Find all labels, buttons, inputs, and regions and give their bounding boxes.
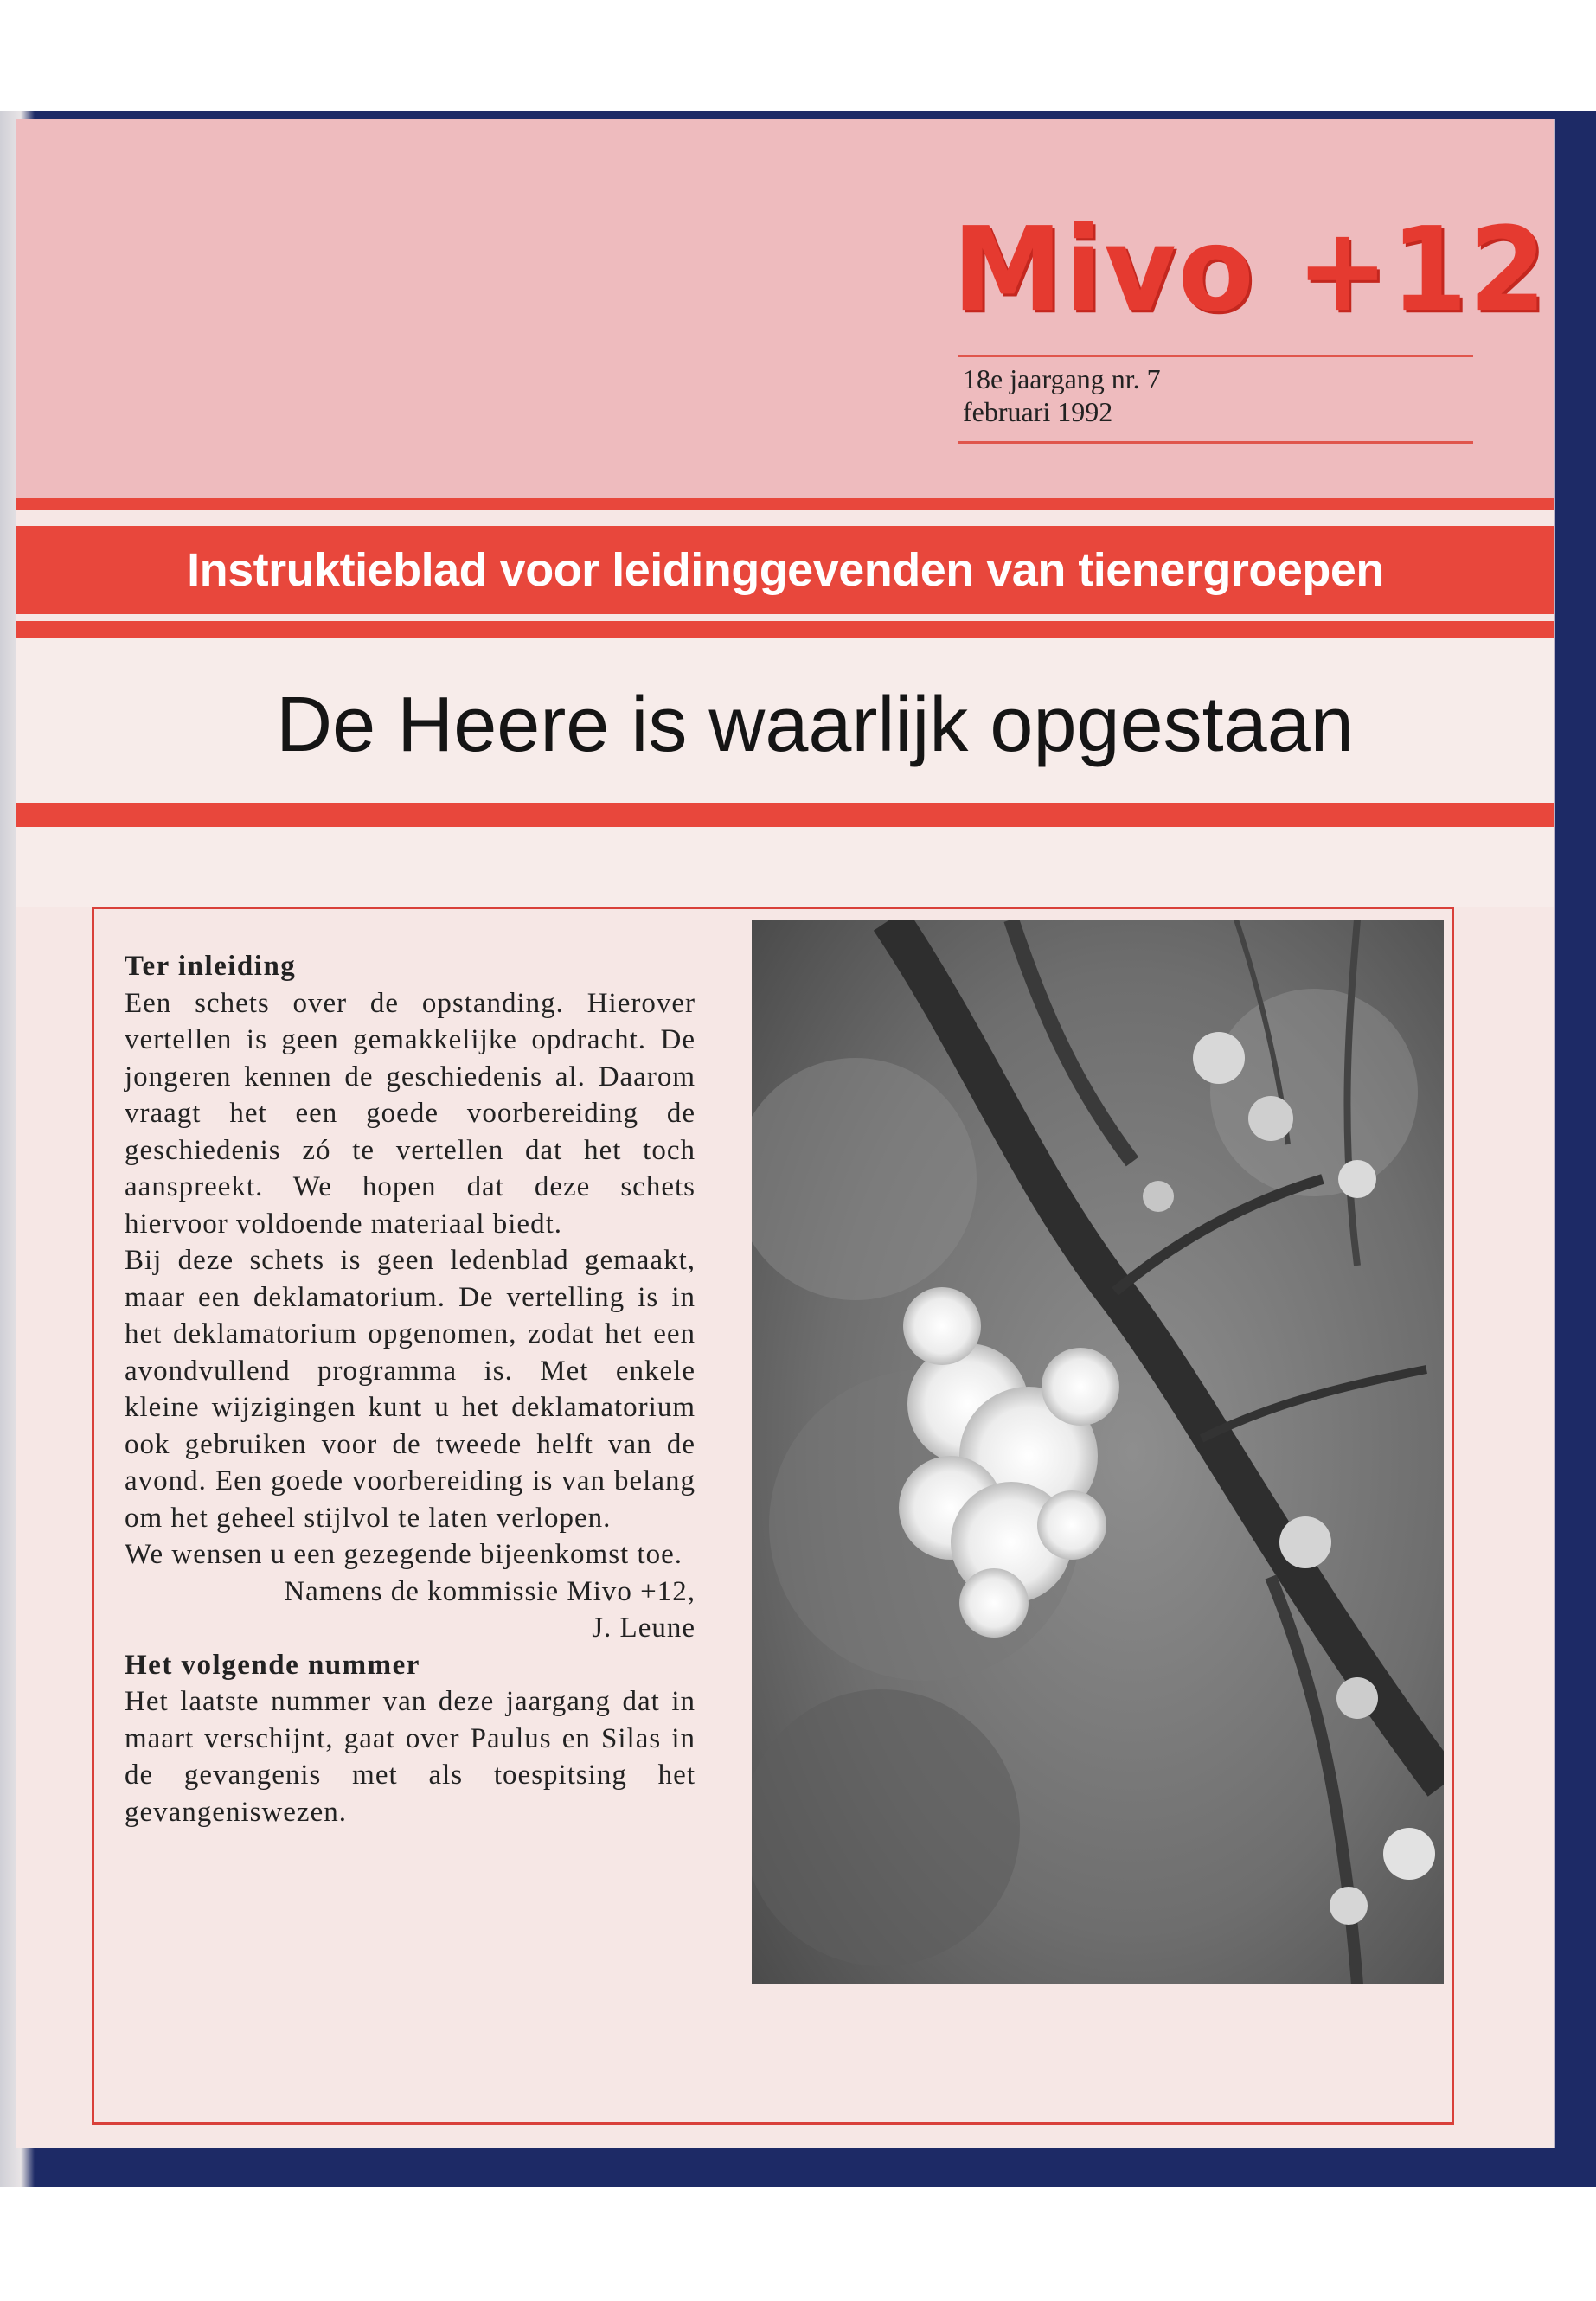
signature-line: Namens de kommissie Mivo +12, (284, 1575, 695, 1607)
intro-paragraph-1: Een schets over de opstanding. Hierover vertellen is geen gemakkelijke opdracht. De jongeren kennen de geschiedenis al. Daarom vraagt het een goede voorbereiding de geschiedenis zó te vertellen dat het toch aanspreekt. We hopen dat deze schets hiervoor voldoende materiaal biedt. (125, 987, 695, 1240)
logo-text: Mivo +12 (952, 202, 1548, 338)
banner (16, 526, 1554, 614)
stripe-under-title (16, 803, 1554, 827)
next-issue-paragraph: Het laatste nummer van deze jaargang dat in maart verschijnt, gaat over Paulus en Silas in de gevangenis met als toespitsing het gevangeniswezen. (125, 1686, 695, 1828)
page-title: De Heere is waarlijk opgestaan (276, 682, 1354, 768)
date-line: februari 1992 (963, 396, 1113, 427)
title-band (16, 638, 1554, 907)
blossom-photo (752, 920, 1444, 1984)
intro-column (125, 948, 695, 1830)
content-frame (92, 907, 1454, 2125)
intro-paragraph-2: Bij deze schets is geen ledenblad gemaakt, maar een deklamatorium. De vertelling is in het deklamatorium opgenomen, zodat het een avondvullend programma is. Met enkele kleine wijzigingen kunt u het deklamatorium ook gebruiken voor de tweede helft van de avond. Een goede voorbereiding is van belang om het geheel stijlvol te laten verlopen. (125, 1245, 695, 1534)
logo-rule-bottom (958, 441, 1473, 444)
banner-text: Instruktieblad voor leidinggevenden van tienergroepen (187, 544, 1384, 596)
stripe-under-banner (16, 621, 1554, 640)
stripe-top (16, 498, 1554, 510)
issue-line: 18e jaargang nr. 7 (963, 363, 1161, 394)
intro-paragraph-3: We wensen u een gezegende bijeenkomst toe. (125, 1539, 683, 1570)
magazine-page (16, 119, 1554, 2148)
logo (952, 202, 1548, 357)
intro-heading: Ter inleiding (125, 951, 297, 982)
blossom-illustration (752, 920, 1444, 1984)
next-issue-heading: Het volgende nummer (125, 1649, 420, 1681)
signature-name: J. Leune (592, 1612, 695, 1644)
logo-rule-top (958, 355, 1473, 357)
